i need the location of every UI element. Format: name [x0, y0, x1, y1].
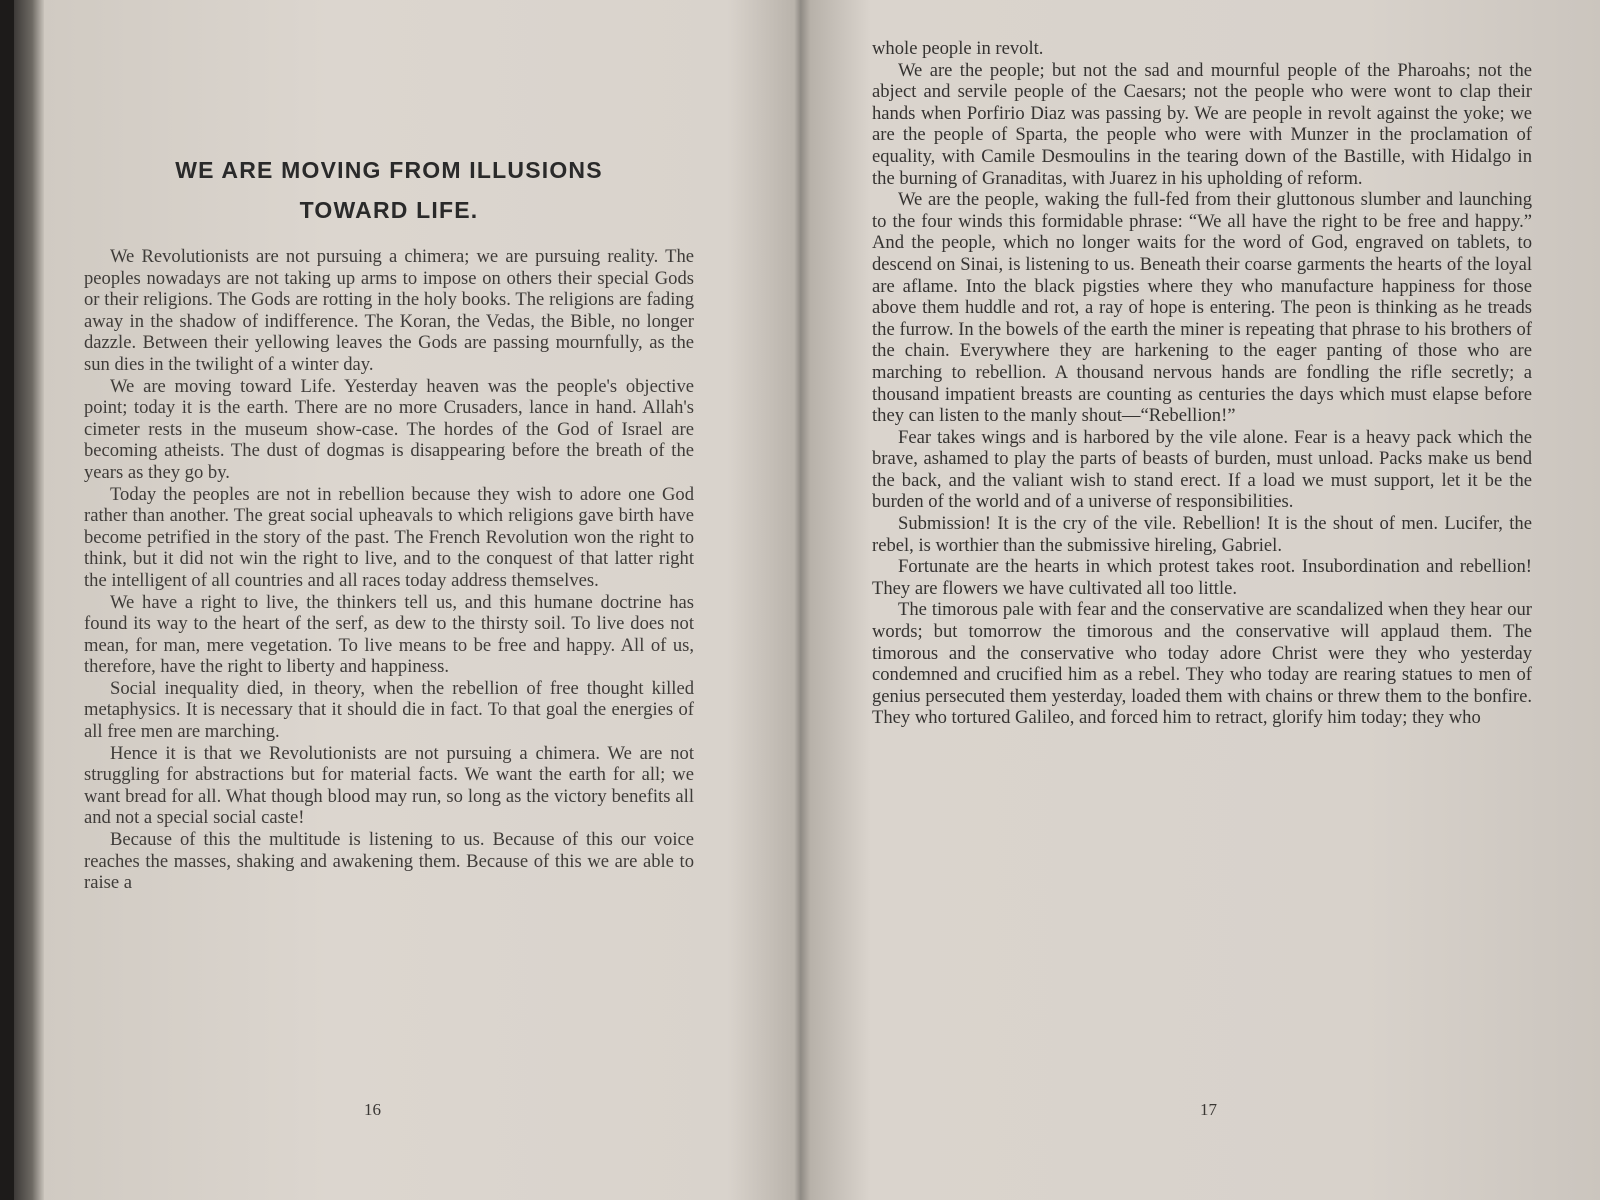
paragraph: Fortunate are the hearts in which protest takes root. Insubordination and rebellion! They are flowers we have cultivated all too little. [872, 556, 1532, 599]
paragraph: The timorous pale with fear and the conservative are scandalized when they hear our words; but tomorrow the timorous and the conservative will applaud them. The timorous and the conservative who today adore Christ were they who yesterday condemned and crucified him as a rebel. They who today are rearing statues to men of genius persecuted them yesterday, loaded them with chains or threw them to the bonfire. They who tortured Galileo, and forced him to retract, glorify him today; they who [872, 599, 1532, 729]
chapter-title [84, 150, 694, 230]
paragraph: Hence it is that we Revolutionists are not pursuing a chimera. We are not struggling for abstractions but for material facts. We want the earth for all; we want bread for all. What though blood may run, so long as the victory benefits all and not a special social caste! [84, 742, 694, 829]
paragraph: Fear takes wings and is harbored by the vile alone. Fear is a heavy pack which the brave, ashamed to play the parts of beasts of burden, must unload. Packs make us bend the back, and the valiant wish to stand erect. If a load we must support, let it be the burden of the world and of a universe of responsibilities. [872, 426, 1532, 513]
paragraph: Today the peoples are not in rebellion because they wish to adore one God rather than another. The great social upheavals to which religions gave birth have become petrified in the story of the past. The French Revolution won the right to think, but it did not win the right to live, and to the conquest of that latter right the intelligent of all countries and all races today address themselves. [84, 483, 694, 591]
paragraph: We are the people, waking the full-fed from their gluttonous slumber and launching to the four winds this formidable phrase: “We all have the right to be free and happy.” And the people, which no longer waits for the word of God, engraved on tablets, to descend on Sinai, is listening to us. Beneath their coarse garments the hearts of the loyal are aflame. Into the black pigsties where they who manufacture happiness for those above them huddle and rot, a ray of hope is entering. The peon is thinking as he treads the furrow. In the bowels of the earth the miner is repeating that phrase to his brothers of the chain. Everywhere they are harkening to the eager panting of those who are marching to rebellion. A thousand nervous hands are fondling the rifle secretly; a thousand impatient breasts are counting as centuries the days which must elapse before they can listen to the manly shout—“Rebellion!” [872, 189, 1532, 427]
paragraph: We are the people; but not the sad and mournful people of the Pharoahs; not the abject and servile people of the Caesars; not the people who were wont to clap their hands when Porfirio Diaz was passing by. We are people in revolt against the yoke; we are the people of Sparta, the people who were with Munzer in the proclamation of equality, with Camile Desmoulins in the tearing down of the Bastille, with Hidalgo in the burning of Granaditas, with Juarez in his upholding of reform. [872, 59, 1532, 189]
paragraph: We are moving toward Life. Yesterday heaven was the people's objective point; today it is the earth. There are no more Crusaders, lance in hand. Allah's cimeter rests in the museum show-case. The hordes of the God of Israel are becoming atheists. The dust of dogmas is disappearing before the breath of the years as they go by. [84, 375, 694, 483]
book-spread [14, 0, 1600, 1200]
page-number-left: 16 [364, 1100, 381, 1119]
chapter-title-line-1: WE ARE MOVING FROM ILLUSIONS [175, 157, 603, 183]
paragraph: Submission! It is the cry of the vile. Rebellion! It is the shout of men. Lucifer, the rebel, is worthier than the submissive hireling, Gabriel. [872, 513, 1532, 556]
page-number-right: 17 [1200, 1100, 1217, 1119]
paragraph: Social inequality died, in theory, when the rebellion of free thought killed metaphysics. It is necessary that it should die in fact. To that goal the energies of all free men are marching. [84, 677, 694, 743]
book-edge-shadow [14, 0, 44, 1200]
left-page [84, 150, 694, 894]
left-page-body [84, 246, 694, 894]
chapter-title-line-2: TOWARD LIFE. [299, 197, 479, 223]
right-page [872, 38, 1532, 729]
paragraph: We Revolutionists are not pursuing a chimera; we are pursuing reality. The peoples nowadays are not taking up arms to impose on others their special Gods or their religions. The Gods are rotting in the holy books. The religions are fading away in the shadow of indifference. The Koran, the Vedas, the Bible, no longer dazzle. Between their yellowing leaves the Gods are passing mournfully, as the sun dies in the twilight of a winter day. [84, 246, 694, 375]
paragraph: whole people in revolt. [872, 38, 1044, 59]
paragraph: We have a right to live, the thinkers tell us, and this humane doctrine has found its way to the heart of the serf, as dew to the thirsty soil. To live does not mean, for man, mere vegetation. To live means to be free and happy. All of us, therefore, have the right to liberty and happiness. [84, 591, 694, 678]
right-page-body [872, 38, 1532, 729]
paragraph: Because of this the multitude is listening to us. Because of this our voice reaches the masses, shaking and awakening them. Because of this we are able to raise a [84, 829, 694, 894]
